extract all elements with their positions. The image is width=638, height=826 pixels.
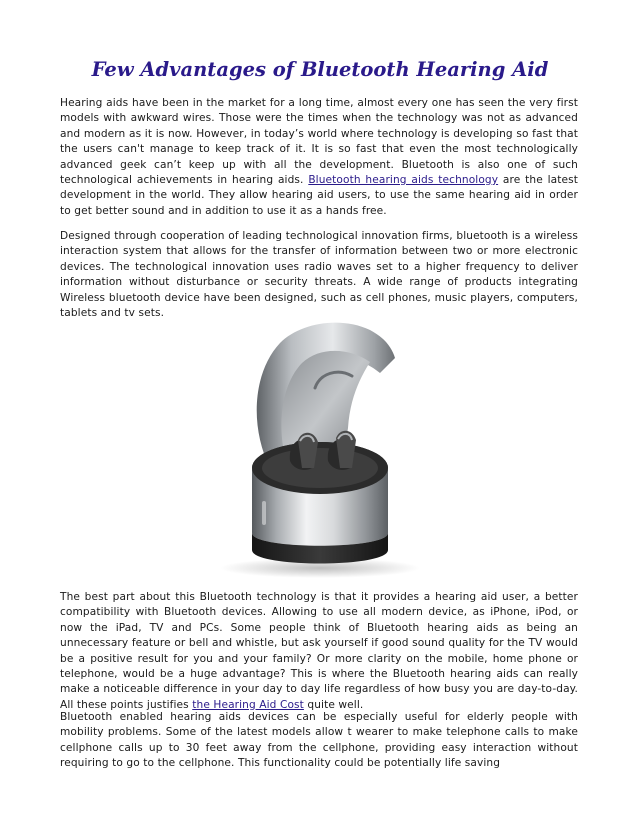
paragraph-elderly: Bluetooth enabled hearing aids devices can be especially useful for elderly people with mobility problems. Some of the latest models allow t wearer to make telephone calls to make cellphone calls up to 30 feet away from the cellphone, providing easy interaction without requiring to go to the cellphone. This functionality could be potentially life saving [60, 711, 578, 770]
paragraph-intro-text-start: Hearing aids have been in the market for a long time, almost every one has seen the very first models with awkward wires. Those were the times when the technology was not as advanced and modern as it is now. However, in today’s world where technology is developing so fast that the users can't manage to keep track of it. It is so fast that even the most technologically advanced geek can’t keep up with all the development. Bluetooth is also one of such technological achievements in hearing aids. [60, 97, 578, 187]
hearing-aid-charger-image [210, 318, 430, 580]
paragraph-design: Designed through cooperation of leading technological innovation firms, bluetooth is a wireless interaction system that allows for the transfer of information between two or more electronic devices. The technological innovation uses radio waves set to a higher frequency to deliver information without disturbance or security threats. A wide range of products integrating Wireless bluetooth device have been designed, such as cell phones, music players, computers, tablets and tv sets. [60, 230, 578, 320]
paragraph-intro [60, 96, 578, 219]
paragraph-compatibility-text-start: The best part about this Bluetooth technology is that it provides a hearing aid user, a better compatibility with Bluetooth devices. Allowing to use all modern device, as iPhone, iPod, or now the iPad, TV and PCs. Some people think of Bluetooth hearing aids as being an unnecessary feature or bell and whistle, but ask yourself if good sound quality for the TV would be a positive result for you and your family? Or more clarity on the mobile, home phone or telephone, would be a huge advantage? This is where the Bluetooth hearing aids can really make a noticeable difference in your day to day life regardless of how busy you are day-to-day. All these points justifies [60, 591, 578, 711]
paragraph-compatibility-text-end: quite well. [303, 698, 364, 711]
hearing-aid-cost-link[interactable]: the Hearing Aid Cost [192, 698, 304, 711]
page-title: Few Advantages of Bluetooth Hearing Aid [91, 58, 549, 81]
paragraph-intro-text-end: are the latest development in the world. They allow hearing aid users, to use the same hearing aid in order to get better sound and in addition to use it as a hands free. [60, 174, 578, 217]
paragraph-compatibility [60, 590, 578, 713]
bluetooth-technology-link[interactable]: Bluetooth hearing aids technology [308, 174, 499, 187]
